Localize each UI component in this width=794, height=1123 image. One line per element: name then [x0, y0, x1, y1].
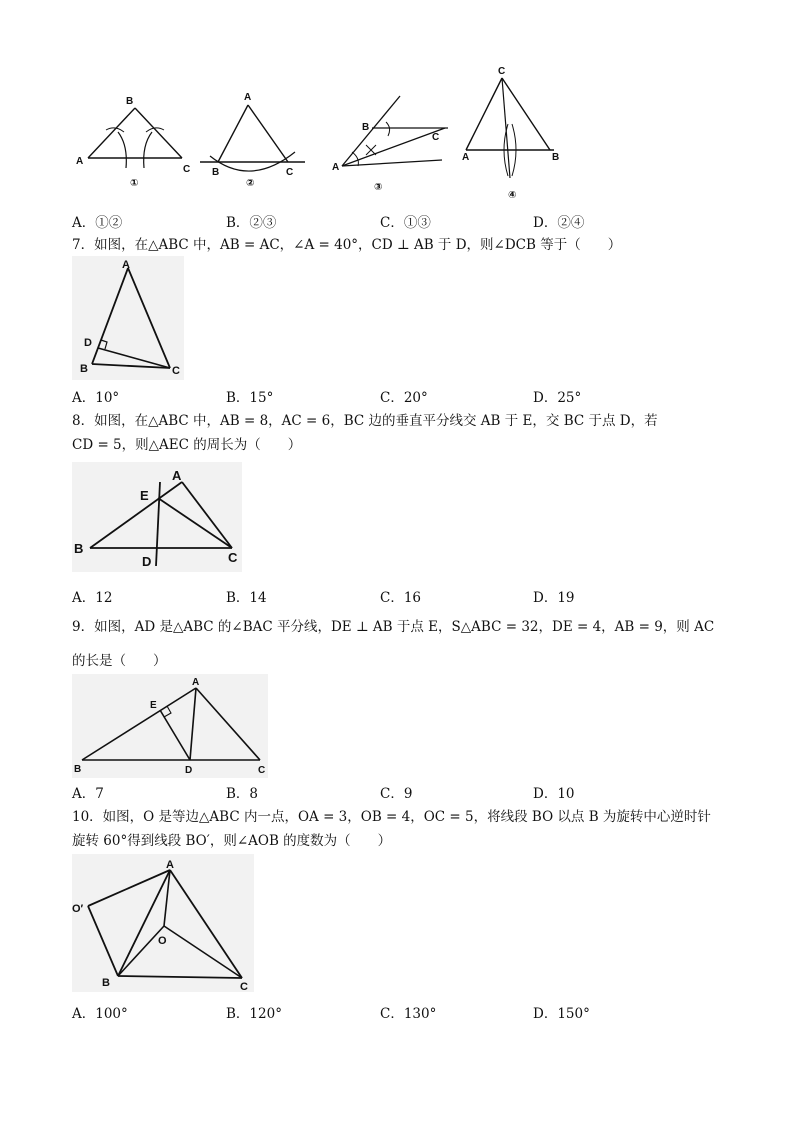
q10-option-c: C．130° [380, 1006, 437, 1022]
q7-label-b: B [80, 363, 88, 375]
q7-option-d: D．25° [533, 390, 582, 406]
q10-figure [72, 854, 254, 992]
q9-label-b: B [74, 764, 82, 775]
q6-figure-4 [462, 66, 559, 201]
q10-option-b: B．120° [226, 1006, 282, 1022]
q9-option-a: A．7 [72, 786, 104, 802]
q8-option-b: B．14 [226, 590, 267, 606]
q6-f4-label-c: C [498, 66, 506, 77]
q6-f4-caption: ④ [508, 190, 517, 201]
q8-label-c: C [228, 550, 238, 565]
q9-stem-line2: 的长是（ ） [72, 653, 167, 669]
q6-f3-caption: ③ [374, 182, 383, 193]
q8-label-d: D [142, 554, 152, 569]
q6-f2-label-b: B [212, 167, 220, 178]
q6-figure-3 [332, 96, 448, 193]
q7-figure [72, 256, 184, 380]
q10-stem-line1: 10．如图，O 是等边△ABC 内一点，OA = 3，OB = 4，OC = 5，将线段 BO 以点 B 为旋转中心逆时针 [72, 809, 711, 825]
q6-option-d: D．②④ [533, 215, 585, 231]
q8-stem-line2: CD = 5，则△AEC 的周长为（ ） [72, 437, 302, 453]
q6-f4-label-b: B [552, 152, 560, 163]
q6-f2-caption: ② [246, 178, 255, 189]
q6-f3-label-c: C [432, 132, 440, 143]
q9-label-c: C [258, 765, 266, 776]
q10-label-a: A [166, 859, 174, 871]
q6-f1-caption: ① [130, 178, 139, 189]
q7-stem: 7．如图，在△ABC 中，AB = AC，∠A = 40°，CD ⊥ AB 于 D，则∠DCB 等于（ ） [72, 237, 622, 253]
q10-label-b: B [102, 977, 110, 989]
q9-label-a: A [192, 677, 200, 688]
q10-option-d: D．150° [533, 1006, 590, 1022]
q6-f3-label-b: B [362, 122, 370, 133]
q6-option-a: A．①② [72, 215, 123, 231]
q6-f2-label-a: A [244, 92, 252, 103]
q6-f1-label-c: C [183, 164, 191, 175]
q6-f2-label-c: C [286, 167, 294, 178]
q6-f4-label-a: A [462, 152, 470, 163]
q10-label-o: O [158, 935, 167, 947]
q9-stem-line1: 9．如图，AD 是△ABC 的∠BAC 平分线，DE ⊥ AB 于点 E，S△ABC = 32，DE = 4，AB = 9，则 AC [72, 619, 715, 635]
q9-option-d: D．10 [533, 786, 575, 802]
q8-label-a: A [172, 468, 182, 483]
q6-f1-label-b: B [126, 96, 134, 107]
q7-label-d: D [84, 337, 92, 349]
q10-label-c: C [240, 981, 248, 992]
q7-option-c: C．20° [380, 390, 428, 406]
q7-option-a: A．10° [72, 390, 120, 406]
q8-label-e: E [140, 488, 149, 503]
q9-figure [72, 674, 268, 778]
q8-option-c: C．16 [380, 590, 422, 606]
q6-option-c: C．①③ [380, 215, 431, 231]
q9-label-e: E [150, 700, 157, 711]
q8-option-a: A．12 [72, 590, 113, 606]
q6-f1-label-a: A [76, 156, 84, 167]
q8-figure [72, 462, 242, 572]
q7-label-c: C [172, 365, 180, 377]
q6-option-b: B．②③ [226, 215, 277, 231]
q7-label-a: A [122, 259, 130, 271]
q8-label-b: B [74, 541, 84, 556]
q9-option-c: C．9 [380, 786, 413, 802]
q10-stem-line2: 旋转 60°得到线段 BO′，则∠AOB 的度数为（ ） [72, 833, 392, 849]
q6-figure-1 [76, 96, 190, 189]
q10-label-o-prime: O′ [72, 903, 84, 915]
q6-f3-label-a: A [332, 162, 340, 173]
q8-stem-line1: 8．如图，在△ABC 中，AB = 8，AC = 6，BC 边的垂直平分线交 AB 于 E，交 BC 于点 D，若 [72, 413, 658, 429]
q6-figure-2 [200, 92, 305, 189]
q7-option-b: B．15° [226, 390, 274, 406]
q9-label-d: D [185, 765, 193, 776]
q8-option-d: D．19 [533, 590, 575, 606]
q6-figures [70, 60, 590, 202]
q9-option-b: B．8 [226, 786, 259, 802]
q10-option-a: A．100° [72, 1006, 128, 1022]
